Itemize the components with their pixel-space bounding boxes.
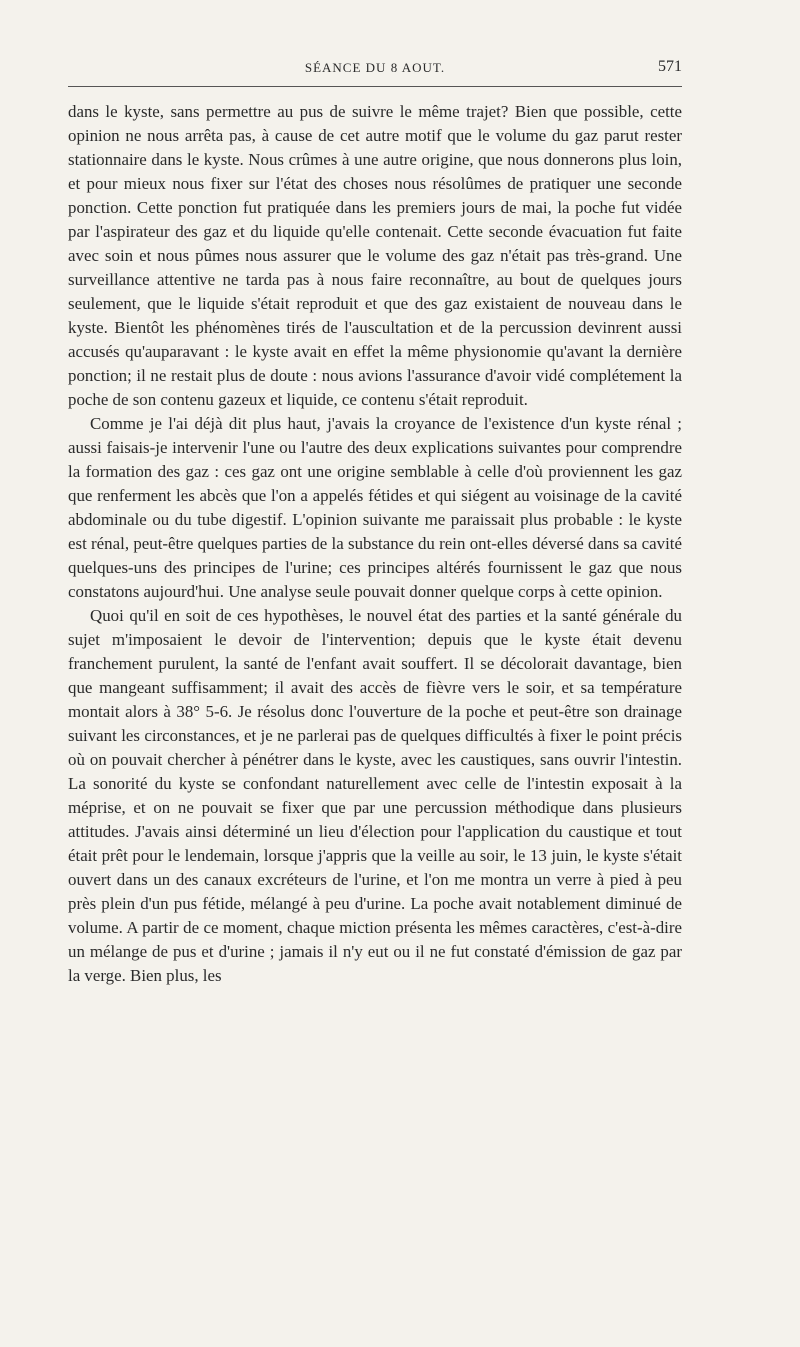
page-header <box>68 58 682 80</box>
paragraph-2: Comme je l'ai déjà dit plus haut, j'avais la croyance de l'existence d'un kyste rénal ; aussi faisais-je intervenir l'une ou l'autre des deux explications suivantes pour comprendre la formation des gaz : ces gaz ont une origine semblable à celle d'où proviennent les gaz que renferment les abcès que l'on a appelés fétides et qui siégent au voisinage de la cavité abdominale ou du tube digestif. L'opinion suivante me paraissait plus probable : le kyste est rénal, peut-être quelques parties de la substance du rein ont-elles déversé dans sa cavité quelques-uns des principes de l'urine; ces principes altérés fournissent le gaz que nous constatons aujourd'hui. Une analyse seule pouvait donner quelque corps à cette opinion. <box>68 414 682 601</box>
paragraph-1: dans le kyste, sans permettre au pus de suivre le même trajet? Bien que possible, cette opinion ne nous arrêta pas, à cause de cet autre motif que le volume du gaz parut rester stationnaire dans le kyste. Nous crûmes à une autre origine, que nous donnerons plus loin, et pour mieux nous fixer sur l'état des choses nous résolûmes de pratiquer une seconde ponction. Cette ponction fut pratiquée dans les premiers jours de mai, la poche fut vidée par l'aspirateur des gaz et du liquide qu'elle contenait. Cette seconde évacuation fut faite avec soin et nous pûmes nous assurer que le volume des gaz n'était pas très-grand. Une surveillance attentive ne tarda pas à nous faire reconnaître, au bout de quelques jours seulement, que le liquide s'était reproduit et que des gaz existaient de nouveau dans le kyste. Bientôt les phénomènes tirés de l'auscultation et de la percussion devinrent aussi accusés qu'auparavant : le kyste avait en effet la même physionomie qu'avant la dernière ponction; il ne restait plus de doute : nous avions l'assurance d'avoir vidé complétement la poche de son contenu gazeux et liquide, ce contenu s'était reproduit. <box>68 102 682 409</box>
paragraph-3: Quoi qu'il en soit de ces hypothèses, le nouvel état des parties et la santé générale du sujet m'imposaient le devoir de l'intervention; depuis que le kyste était devenu franchement purulent, la santé de l'enfant avait souffert. Il se décolorait davantage, bien que mangeant suffisamment; il avait des accès de fièvre vers le soir, et sa température montait alors à 38° 5-6. Je résolus donc l'ouverture de la poche et peut-être son drainage suivant les circonstances, et je ne parlerai pas de quelques difficultés à fixer le point précis où on pouvait chercher à pénétrer dans le kyste, avec les caustiques, sans ouvrir l'intestin. La sonorité du kyste se confondant naturellement avec celle de l'intestin exposait à la méprise, et on ne pouvait se fixer que par une percussion méthodique dans plusieurs attitudes. J'avais ainsi déterminé un lieu d'élection pour l'application du caustique et tout était prêt pour le lendemain, lorsque j'appris que la veille au soir, le 13 juin, le kyste s'était ouvert dans un des canaux excréteurs de l'urine, et l'on me montra un verre à pied à peu près plein d'un pus fétide, mélangé à peu d'urine. La poche avait notablement diminué de volume. A partir de ce moment, chaque miction présenta les mêmes caractères, c'est-à-dire un mélange de pus et d'urine ; jamais il n'y eut ou il ne fut constaté d'émission de gaz par la verge. Bien plus, les <box>68 606 682 985</box>
page-number: 571 <box>658 58 682 75</box>
header-rule <box>68 86 682 87</box>
body-text <box>68 100 682 988</box>
running-title: SÉANCE DU 8 AOUT. <box>304 60 446 75</box>
